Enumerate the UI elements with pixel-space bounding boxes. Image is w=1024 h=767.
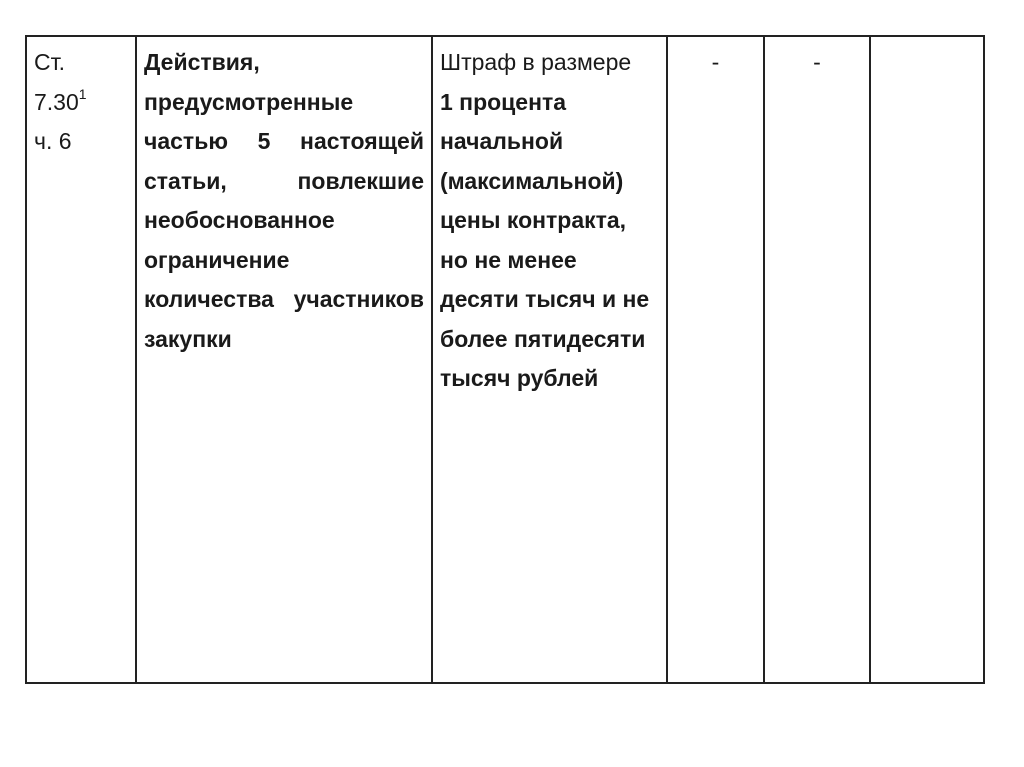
article-part: ч. 6 — [34, 128, 72, 154]
table-row — [26, 36, 984, 683]
col5-cell — [764, 36, 870, 683]
article-prefix: Ст. — [34, 49, 65, 75]
col6-cell — [870, 36, 984, 683]
penalty-prefix: Штраф в размере — [440, 49, 632, 75]
col5-dash: - — [813, 49, 821, 75]
col4-cell — [667, 36, 764, 683]
document-table — [25, 35, 985, 684]
action-cell — [136, 36, 432, 683]
action-text: Действия, предусмотренные частью 5 настоящей статьи, повлекшие необоснованное ограничение количества участников закупки — [144, 49, 424, 352]
article-cell — [26, 36, 136, 683]
article-number-line — [34, 83, 128, 123]
penalty-amount-text: 1 процента начальной (максимальной) цены контракта, но не менее десяти тысяч и не более пятидесяти тысяч рублей — [440, 88, 650, 391]
penalty-cell — [432, 36, 667, 683]
col4-dash: - — [711, 49, 720, 75]
article-number: 7.30 — [34, 88, 79, 115]
article-superscript: 1 — [78, 85, 87, 102]
